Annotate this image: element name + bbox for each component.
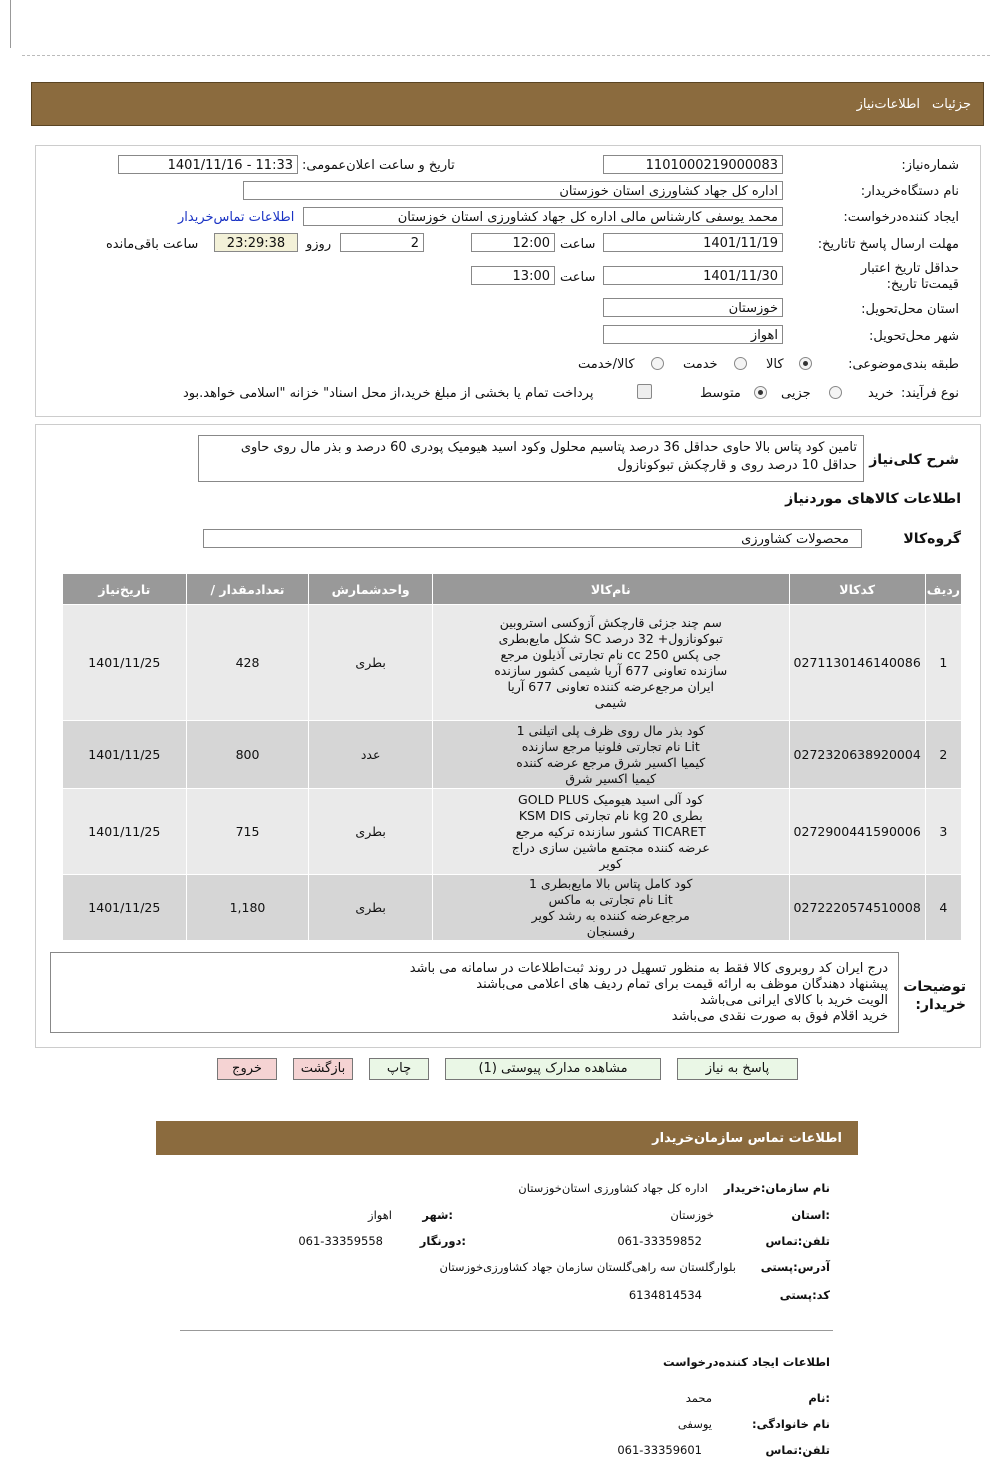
cell-row: 2: [925, 721, 961, 789]
announce-label: تاریخ و ساعت اعلان‌عمومی:: [302, 158, 455, 173]
contact-city-value: اهواز: [368, 1208, 392, 1222]
contact-city-label: :شهر: [422, 1208, 453, 1222]
buyer-notes-label: توضیحات خریدار:: [903, 979, 966, 1013]
cell-unit: عدد: [309, 721, 433, 789]
goods-info-title: اطلاعات کالاهای موردنیاز: [785, 491, 961, 507]
category-both-label: کالا/خدمت: [578, 357, 635, 372]
org-label: نام سازمان‌:خریدار: [723, 1181, 830, 1195]
cell-row: 1: [925, 605, 961, 721]
contact-divider: [180, 1330, 833, 1331]
org-value: اداره کل جهاد کشاورزی استان‌خوزستان: [518, 1181, 708, 1195]
contact-postal-label: کد‌:پستی: [779, 1288, 830, 1302]
process-medium-label: متوسط: [700, 386, 741, 401]
deadline-hour-label: ساعت: [560, 237, 596, 252]
contact-address-value: بلوار‌گلستان سه راهی‌گلستان سازمان جهاد کشاورزی‌خوزستان: [439, 1260, 736, 1274]
cell-name: کود بذر مال روی ظرف پلی اتیلنی 1 Lit نام تجارتی فلونیا مرجع سازنده کیمیا اکسیر شرق مرجع عرضه کننده کیمیا اکسیر شرق: [432, 721, 789, 789]
goods-table: [62, 573, 962, 941]
validity-time-field: 13:00: [471, 266, 555, 285]
process-partial-radio[interactable]: [829, 386, 842, 399]
col-qty: تعدادمقدار /: [186, 574, 309, 605]
process-medium-radio[interactable]: [754, 386, 767, 399]
validity-date-field: 1401/11/30: [603, 266, 783, 285]
buyer-contact-link[interactable]: اطلاعات تماس‌خریدار: [178, 210, 295, 225]
contact-province-value: خوزستان: [670, 1208, 714, 1222]
cell-date: 1401/11/25: [63, 875, 187, 941]
category-service-radio[interactable]: [734, 357, 747, 370]
cell-date: 1401/11/25: [63, 605, 187, 721]
creator-field: محمد یوسفی کارشناس مالی اداره کل جهاد کشاورزی استان خوزستان: [303, 207, 783, 226]
cell-code: 0271130146140086: [789, 605, 925, 721]
deadline-time-field: 12:00: [471, 233, 555, 252]
cell-row: 3: [925, 789, 961, 875]
cell-date: 1401/11/25: [63, 721, 187, 789]
exit-button[interactable]: خروج: [217, 1058, 277, 1080]
contact-banner-title: اطلاعات تماس سازمان‌خریدار: [652, 1130, 842, 1146]
table-row: [63, 605, 962, 721]
day-label: روزو: [306, 237, 332, 252]
contact-postal-value: 6134814534: [628, 1288, 702, 1302]
cell-row: 4: [925, 875, 961, 941]
col-date: تاریخ‌نیاز: [63, 574, 187, 605]
cell-qty: 428: [186, 605, 309, 721]
col-name: نام‌کالا: [432, 574, 789, 605]
cell-unit: بطری: [309, 875, 433, 941]
creator-name-value: محمد: [685, 1391, 712, 1405]
cell-name: کود کامل پتاس بالا مایع‌بطری 1 Lit نام تجارتی به ماکس مرجع‌عرضه کننده به رشد کویر رفسنجان: [432, 875, 789, 941]
cell-code: 0272900441590006: [789, 789, 925, 875]
deadline-label: مهلت ارسال پاسخ تا‌تاریخ:: [817, 237, 959, 252]
page-left-line: [10, 0, 11, 48]
creator-info-title: اطلاعات ایجاد کننده‌درخواست: [663, 1355, 830, 1369]
validity-label: حداقل تاریخ اعتبار قیمت‌تا تاریخ:: [860, 261, 959, 292]
contact-province-label: :استان: [791, 1208, 830, 1222]
reply-button[interactable]: پاسخ به نیاز: [677, 1058, 798, 1080]
note-line: الویت خرید با کالای ایرانی می‌باشد: [700, 993, 888, 1008]
validity-hour-label: ساعت: [560, 270, 596, 285]
creator-label: ایجاد کننده‌درخواست:: [843, 210, 959, 225]
category-both-radio[interactable]: [651, 357, 664, 370]
col-row: ردیف: [925, 574, 961, 605]
creator-phone-value: 061-33359601: [617, 1443, 702, 1457]
print-button[interactable]: چاپ: [369, 1058, 429, 1080]
tab-need-info[interactable]: اطلاعات‌نیاز: [856, 96, 921, 112]
cell-qty: 715: [186, 789, 309, 875]
table-row: [63, 875, 962, 941]
cell-code: 0272320638920004: [789, 721, 925, 789]
note-line: پیشنهاد دهندگان موظف به ارائه قیمت برای تمام ردیف های اعلامی می‌باشند: [476, 977, 888, 992]
province-field: خوزستان: [603, 298, 783, 317]
remaining-label: ساعت باقی‌مانده: [106, 237, 199, 252]
days-field: 2: [340, 233, 424, 252]
cell-date: 1401/11/25: [63, 789, 187, 875]
cell-unit: بطری: [309, 789, 433, 875]
need-number-label: شماره‌نیاز:: [901, 158, 959, 173]
process-partial-label: جزیی: [781, 386, 811, 401]
treasury-payment-checkbox[interactable]: [637, 384, 652, 399]
contact-phone-value: 061-33359852: [617, 1234, 702, 1248]
back-button[interactable]: بازگشت: [293, 1058, 353, 1080]
contact-banner: [156, 1121, 858, 1155]
note-line: خرید اقلام فوق به صورت نقدی می‌باشد: [671, 1009, 888, 1024]
cell-name: سم چند جزئی قارچکش آزوکسی استروبین تبوکونازول+ 32 درصد SC شکل مایع‌بطری جی پکس cc 250 نام تجارتی آذیلون مرجع سازنده تعاونی 677 آریا شیمی کشور سازنده ایران مرجع‌عرضه کننده تعاونی 677 آریا شیمی: [432, 605, 789, 721]
buyer-label: نام دستگاه‌خریدار:: [860, 184, 959, 199]
contact-address-label: آدرس‌:پستی: [760, 1260, 830, 1274]
col-code: کدکالا: [789, 574, 925, 605]
creator-phone-label: تلفن‌:تماس: [765, 1443, 830, 1457]
table-row: [63, 721, 962, 789]
category-goods-radio[interactable]: [799, 357, 812, 370]
cell-qty: 1,180: [186, 875, 309, 941]
goods-group-label: گروه‌کالا: [903, 531, 961, 547]
buyer-notes-box: [50, 952, 899, 1033]
deadline-date-field: 1401/11/19: [603, 233, 783, 252]
summary-field: تامین کود پتاس بالا حاوی حداقل 36 درصد پتاسیم محلول وکود اسید هیومیک پودری 60 درصد و بذر مال روی حاوی حداقل 10 درصد روی و قارچکش تبوکونازول: [198, 435, 864, 482]
summary-label: شرح کلی‌نیاز: [869, 452, 959, 468]
payment-note: پرداخت تمام یا بخشی از مبلغ خرید،از محل اسناد" خزانه "اسلامی خواهد.بود: [183, 386, 594, 401]
cell-code: 0272220574510008: [789, 875, 925, 941]
category-goods-label: کالا: [766, 357, 784, 372]
process-buy-label: خرید: [868, 386, 894, 401]
creator-family-label: نام خانوادگی:: [752, 1417, 830, 1431]
process-label: نوع فرآیند:: [901, 386, 959, 401]
tab-details[interactable]: جزئیات: [932, 96, 971, 112]
table-header-row: [63, 574, 962, 605]
city-field: اهواز: [603, 325, 783, 344]
top-dotted-divider: [22, 55, 990, 56]
creator-name-label: :نام: [808, 1391, 830, 1405]
contact-fax-value: 061-33359558: [298, 1234, 383, 1248]
header-banner: [31, 82, 984, 126]
announce-field: 1401/11/16 - 11:33: [118, 155, 298, 174]
contact-fax-label: :دورنگار: [419, 1234, 466, 1248]
col-unit: واحدشمارش: [309, 574, 433, 605]
need-number-field: 1101000219000083: [603, 155, 783, 174]
table-row: [63, 789, 962, 875]
category-label: طبقه بندی‌موضوعی:: [848, 357, 959, 372]
cell-unit: بطری: [309, 605, 433, 721]
attachments-button[interactable]: مشاهده مدارک پیوستی (1): [445, 1058, 661, 1080]
buyer-field: اداره کل جهاد کشاورزی استان خوزستان: [243, 181, 783, 200]
creator-family-value: یوسفی: [677, 1417, 712, 1431]
city-label: شهر محل‌تحویل:: [869, 329, 959, 344]
cell-qty: 800: [186, 721, 309, 789]
cell-name: کود آلی اسید هیومیک GOLD PLUS بطری 20 kg نام تجارتی KSM DIS TICARET کشور سازنده ترکیه مرجع عرضه کننده مجتمع ماشین سازی دراج کویر: [432, 789, 789, 875]
note-line: درج ایران کد روبروی کالا فقط به منظور تسهیل در روند ثبت‌اطلاعات در سامانه می باشد: [409, 961, 888, 976]
category-service-label: خدمت: [683, 357, 718, 372]
contact-phone-label: تلفن‌:تماس: [765, 1234, 830, 1248]
remaining-time-field: 23:29:38: [214, 233, 298, 252]
goods-group-field: محصولات کشاورزی: [203, 529, 862, 548]
province-label: استان محل‌تحویل:: [861, 302, 959, 317]
